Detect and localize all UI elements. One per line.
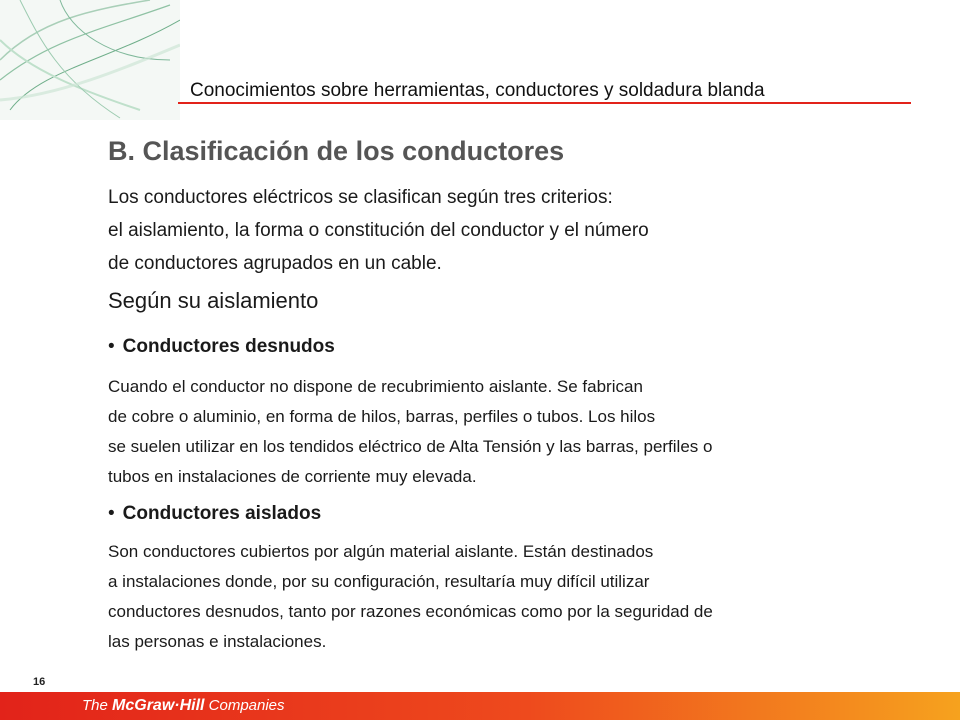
- paragraph-line: de cobre o aluminio, en forma de hilos, barras, perfiles o tubos. Los hilos: [108, 407, 656, 426]
- paragraph-desnudos: [108, 372, 888, 492]
- paragraph-aislados: [108, 537, 888, 657]
- logo-suffix: Companies: [204, 697, 285, 714]
- header-title: Conocimientos sobre herramientas, conductores y soldadura blanda: [190, 80, 765, 101]
- bullet-heading-text: Conductores desnudos: [122, 336, 335, 357]
- paragraph-line: tubos en instalaciones de corriente muy elevada.: [108, 467, 477, 486]
- paragraph-line: a instalaciones donde, por su configuración, resultaría muy difícil utilizar: [108, 572, 650, 591]
- paragraph-line: las personas e instalaciones.: [108, 632, 327, 651]
- page-number: 16: [33, 676, 46, 688]
- section-title: B. Clasificación de los conductores: [108, 136, 565, 166]
- paragraph-line: conductores desnudos, tanto por razones económicas como por la seguridad de: [108, 602, 713, 621]
- logo-brand: McGraw·Hill: [112, 697, 205, 714]
- header-divider: [178, 102, 911, 104]
- bullet-heading-text: Conductores aislados: [122, 503, 322, 524]
- publisher-logo: [82, 697, 285, 715]
- paragraph-line: Son conductores cubiertos por algún material aislante. Están destinados: [108, 542, 654, 561]
- intro-line: Los conductores eléctricos se clasifican según tres criterios:: [108, 187, 613, 208]
- intro-line: el aislamiento, la forma o constitución del conductor y el número: [108, 220, 649, 241]
- bullet-heading-desnudos: [108, 336, 335, 358]
- subsection-title: Según su aislamiento: [108, 288, 319, 313]
- paragraph-line: Cuando el conductor no dispone de recubrimiento aislante. Se fabrican: [108, 377, 643, 396]
- paragraph-line: se suelen utilizar en los tendidos eléctrico de Alta Tensión y las barras, perfiles o: [108, 437, 713, 456]
- intro-line: de conductores agrupados en un cable.: [108, 253, 442, 274]
- green-swirl-decoration: [0, 0, 180, 120]
- bullet-heading-aislados: [108, 503, 321, 525]
- logo-prefix: The: [82, 697, 113, 714]
- bullet-icon: •: [108, 503, 115, 524]
- bullet-icon: •: [108, 336, 115, 357]
- intro-paragraph: [108, 181, 868, 280]
